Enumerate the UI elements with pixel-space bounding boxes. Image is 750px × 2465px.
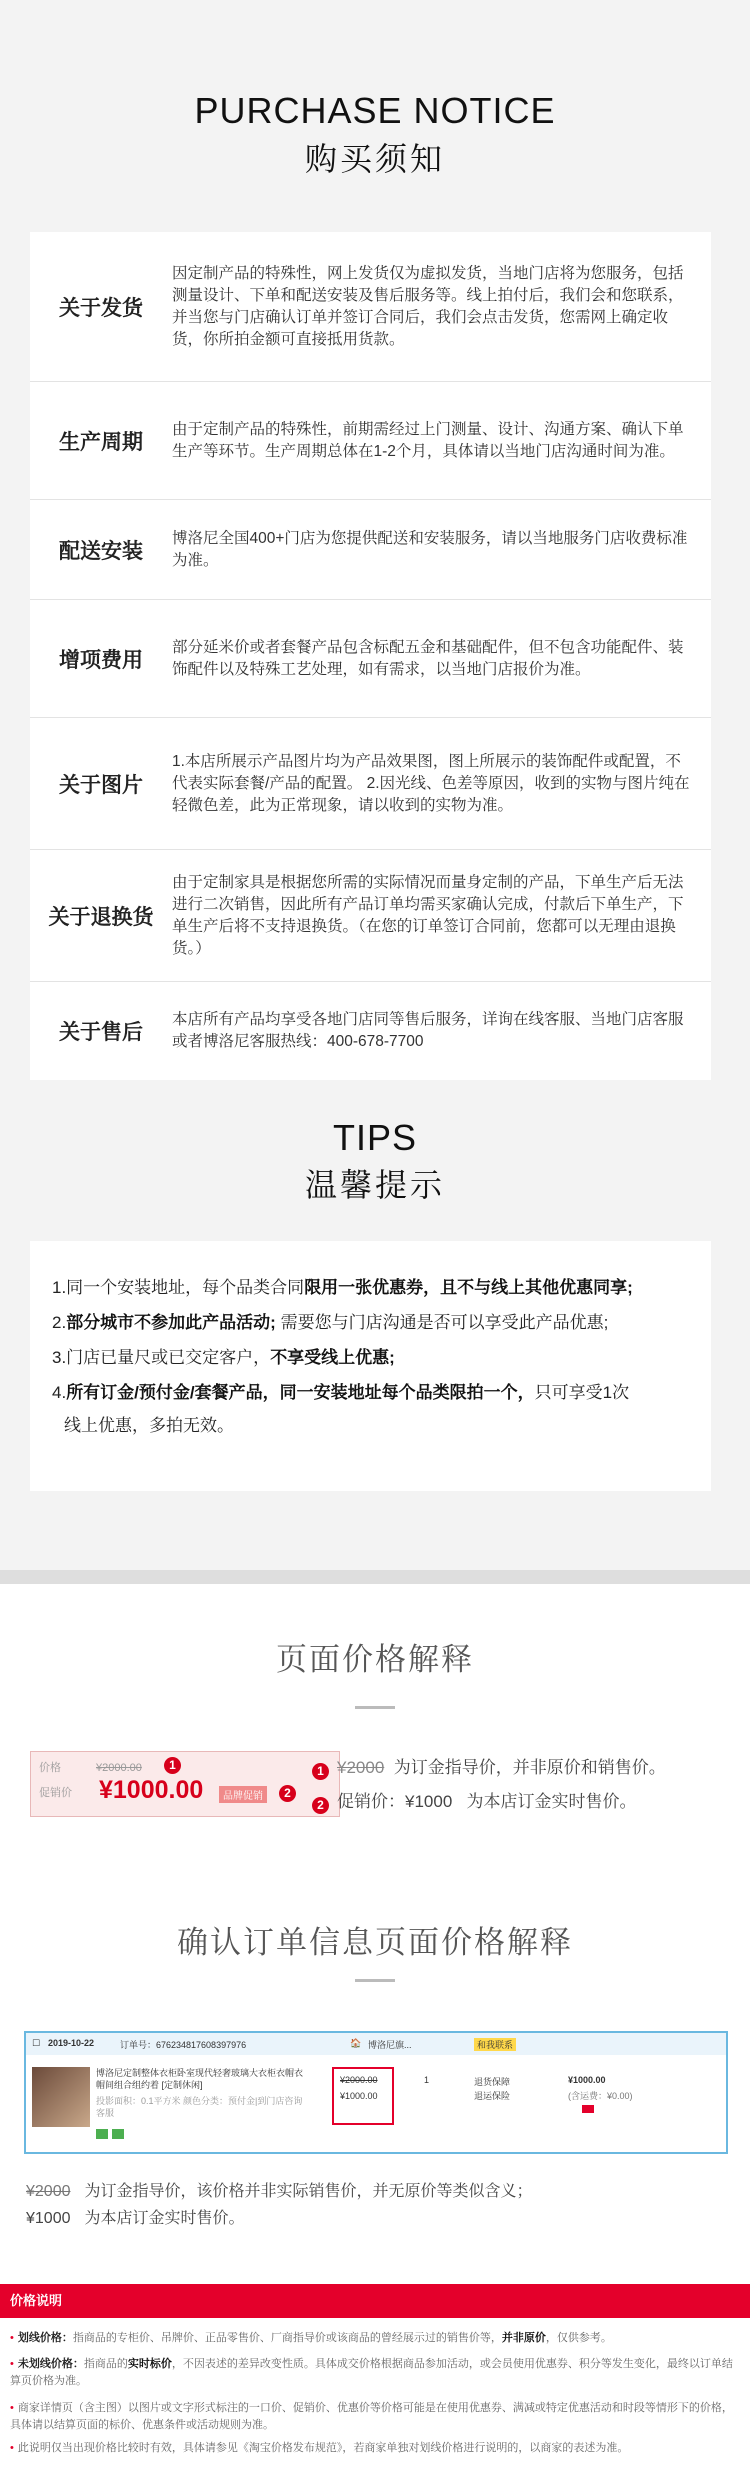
explain-label: 促销价： (337, 1792, 405, 1811)
page-price-title: 页面价格解释 (276, 1642, 474, 1677)
order-screenshot (24, 2031, 728, 2154)
notice-row-text: 由于定制产品的特殊性，前期需经过上门测量、设计、沟通方案、确认下单生产等环节。生产周期总体在1-2个月，具体请以当地门店沟通时间为准。 (172, 420, 684, 460)
checkbox-icon[interactable]: ☐ (32, 2038, 41, 2048)
order-note-1 (26, 2178, 533, 2201)
tips-title-en: TIPS (332, 1117, 417, 1158)
notice-row-extra-fees (30, 600, 711, 718)
strike-price-text: ¥2000.00 (340, 2075, 378, 2085)
explain-line-1 (312, 1753, 666, 1780)
notice-row-delivery (30, 500, 711, 600)
strike-price (340, 2075, 378, 2085)
notice-row-text: 博洛尼全国400+门店为您提供配送和安装服务，请以当地服务门店收费标准为准。 (172, 529, 688, 569)
tip-text: 只可享受1次 (534, 1383, 630, 1402)
item-text: ，仅供参考。 (545, 2332, 612, 2344)
notice-row-label: 生产周期 (59, 430, 143, 454)
item-highlight: 实时标价 (127, 2358, 172, 2370)
explain-text: 为本店订金实时售价。 (466, 1792, 637, 1811)
price-row (39, 1759, 142, 1775)
notice-row-returns (30, 850, 711, 982)
marker-2: 2 (279, 1785, 296, 1802)
notice-row-label: 关于发货 (59, 296, 143, 320)
notice-row-text: 部分延米价或者套餐产品包含标配五金和基础配件，但不包含功能配件、装饰配件以及特殊工艺处理，如有需求，以当地门店报价为准。 (172, 638, 684, 678)
notice-row-images (30, 718, 711, 850)
notice-row-label: 关于退换货 (48, 905, 154, 929)
quantity: 1 (424, 2075, 430, 2085)
notice-title-cn: 购买须知 (304, 141, 445, 177)
order-date: 2019-10-22 (48, 2038, 95, 2048)
price-info-item-2: • 未划线价格：指商品的实时标价，不因表述的差异改变性质。具体成交价格根据商品参加活动，或会员使用优惠券、积分等发生变化，最终以订单结算页价格为准。 (10, 2358, 733, 2387)
tip-line-3 (52, 1345, 395, 1371)
product-title[interactable]: 博洛尼定制整体衣柜卧室现代轻奢玻璃大衣柜衣帽衣帽间组合组约着 [定制休闲] (96, 2068, 304, 2090)
item-highlight: 并非原价 (501, 2332, 546, 2344)
notice-row-label: 增项费用 (59, 648, 143, 672)
flag-icon (582, 2105, 594, 2113)
marker-2: 2 (312, 1797, 329, 1814)
product-meta: 投影面积：0.1平方米 颜色分类：预付金|到门店咨询客服 (96, 2096, 303, 2118)
notice-table (30, 232, 711, 1080)
product-thumbnail[interactable] (32, 2067, 90, 2127)
contact-button[interactable]: 和我联系 (474, 2038, 516, 2051)
tip-line-4 (52, 1380, 629, 1406)
strike-price: ¥2000.00 (96, 1762, 142, 1774)
promo-price: ¥1000.00 (99, 1776, 204, 1804)
title-underline (355, 1706, 395, 1709)
note-text: 为订金指导价，该价格并非实际销售价，并无原价等类似含义； (84, 2183, 533, 2200)
note-text: 为本店订金实时售价。 (84, 2210, 245, 2227)
notice-row-text: 因定制产品的特殊性，网上发货仅为虚拟发货，当地门店将为您服务，包括测量设计、下单和配送安装及售后服务等。线上拍付后，我们会和您联系，并当您与门店确认订单并签订合同后，我们会点击发货，您需网上确定收货，你所拍金额可直接抵用货款。 (172, 264, 684, 348)
price-info-item-3: • 商家详情页（含主图）以图片或文字形式标注的一口价、促销价、优惠价等价格可能是在使用优惠券、满减或特定优惠活动和时段等情形下的价格，具体请以结算页面的标价、优惠条件或活动规则为准。 (10, 2402, 733, 2431)
price-info-header: 价格说明 (0, 2284, 750, 2318)
notice-row-shipping (30, 232, 711, 382)
order-header (26, 2033, 726, 2055)
tip-text: 需要您与门店沟通是否可以享受此产品优惠; (275, 1313, 609, 1332)
explain-value: ¥1000 (405, 1792, 453, 1811)
price-info-section (0, 2284, 750, 2465)
tips-box (30, 1241, 711, 1491)
promo-label: 促销价 (39, 1787, 72, 1799)
note-value: ¥1000 (26, 2210, 71, 2227)
badge-icon (96, 2129, 108, 2139)
notice-row-after-sales (30, 982, 711, 1080)
tip-line-1 (52, 1275, 633, 1301)
tip-text: 4. (52, 1383, 67, 1402)
service-1: 退货保障 (474, 2077, 511, 2087)
item-text: ，不因表述的差异改变性质。具体成交价格根据商品参加活动，或会员使用优惠券、积分等发生变化，最终以订单结算页价格为准。 (10, 2358, 733, 2387)
tip-text: 3.门店已量尺或已交定客户， (52, 1348, 271, 1367)
notice-row-text: 1.本店所展示产品图片均为产品效果图，图上所展示的装饰配件或配置，不代表实际套餐/产品的配置。 2.因光线、色差等原因，收到的实物与图片纯在轻微色差，此为正常现象，请以收到的实物为准。 (172, 752, 690, 814)
service-2: 退运保险 (474, 2091, 511, 2101)
marker-1: 1 (164, 1757, 181, 1774)
explain-line-2 (312, 1787, 636, 1814)
order-total-note: (含运费：¥0.00) (568, 2091, 633, 2101)
item-label: 未划线价格： (17, 2358, 84, 2370)
explain-text: 为订金指导价，并非原价和销售价。 (393, 1758, 666, 1777)
title-underline (355, 1979, 395, 1982)
tip-bold: 所有订金/预付金/套餐产品，同一安装地址每个品类限拍一个， (66, 1383, 535, 1402)
tips-title-cn: 温馨提示 (304, 1167, 445, 1203)
tip-line-5: 线上优惠，多拍无效。 (64, 1416, 234, 1435)
promo-tag: 品牌促销 (219, 1786, 267, 1803)
price-info-item-4: • 此说明仅当出现价格比较时有效，具体请参见《淘宝价格发布规范》，若商家单独对划线价格进行说明的，以商家的表述为准。 (10, 2442, 629, 2454)
price-label: 价格 (39, 1762, 61, 1774)
tip-text: 2. (52, 1313, 67, 1332)
strike-price: ¥2000 (337, 1758, 385, 1777)
tip-text: 1.同一个安装地址，每个品类合同 (52, 1278, 305, 1297)
tip-line-2 (52, 1310, 608, 1336)
sale-price: ¥1000.00 (340, 2091, 378, 2101)
price-info-item-1: • 划线价格：指商品的专柜价、吊牌价、正品零售价、厂商指导价或该商品的曾经展示过的销售价等，并非原价，仅供参考。 (10, 2332, 612, 2344)
shop-name[interactable]: 博洛尼旗... (368, 2040, 412, 2050)
item-text: 指商品的 (83, 2358, 128, 2370)
tip-bold: 部分城市不参加此产品活动; (66, 1313, 276, 1332)
order-total: ¥1000.00 (568, 2075, 606, 2085)
price-explain-section (0, 1584, 750, 2284)
badge-icon (112, 2129, 124, 2139)
notice-row-label: 关于售后 (59, 1021, 143, 1044)
notice-row-production (30, 382, 711, 500)
marker-1: 1 (312, 1763, 329, 1780)
order-number: 订单号：676234817608397976 (120, 2040, 247, 2050)
item-label: 划线价格： (17, 2332, 73, 2344)
item-text: 商家详情页（含主图）以图片或文字形式标注的一口价、促销价、优惠价等价格可能是在使用优惠券、满减或特定优惠活动和时段等情形下的价格，具体请以结算页面的标价、优惠条件或活动规则为准。 (10, 2402, 733, 2431)
strike-price: ¥2000 (26, 2183, 71, 2200)
item-text: 此说明仅当出现价格比较时有效，具体请参见《淘宝价格发布规范》，若商家单独对划线价格进行说明的，以商家的表述为准。 (17, 2442, 629, 2454)
notice-row-text: 本店所有产品均享受各地门店同等售后服务，详询在线客服、当地门店客服或者博洛尼客服热线：400-678-7700 (172, 1011, 684, 1050)
tip-bold: 不享受线上优惠; (270, 1348, 395, 1367)
shop-icon: 🏠 (350, 2038, 362, 2048)
notice-row-label: 关于图片 (59, 773, 143, 797)
item-text: 指商品的专柜价、吊牌价、正品零售价、厂商指导价或该商品的曾经展示过的销售价等， (72, 2332, 502, 2344)
price-card (30, 1751, 340, 1817)
order-note-2 (26, 2205, 245, 2228)
notice-row-text: 由于定制家具是根据您所需的实际情况而量身定制的产品，下单生产后无法进行二次销售，因此所有产品订单均需买家确认完成，付款后下单生产，下单生产后将不支持退换货。（在您的订单签订合同前，您都可以无理由退换货。） (172, 873, 684, 957)
notice-title-en: PURCHASE NOTICE (194, 90, 556, 131)
tip-bold: 限用一张优惠券，且不与线上其他优惠同享; (304, 1278, 633, 1297)
section-divider (0, 1570, 750, 1584)
order-price-title: 确认订单信息页面价格解释 (177, 1925, 573, 1960)
notice-row-label: 配送安装 (59, 539, 143, 563)
